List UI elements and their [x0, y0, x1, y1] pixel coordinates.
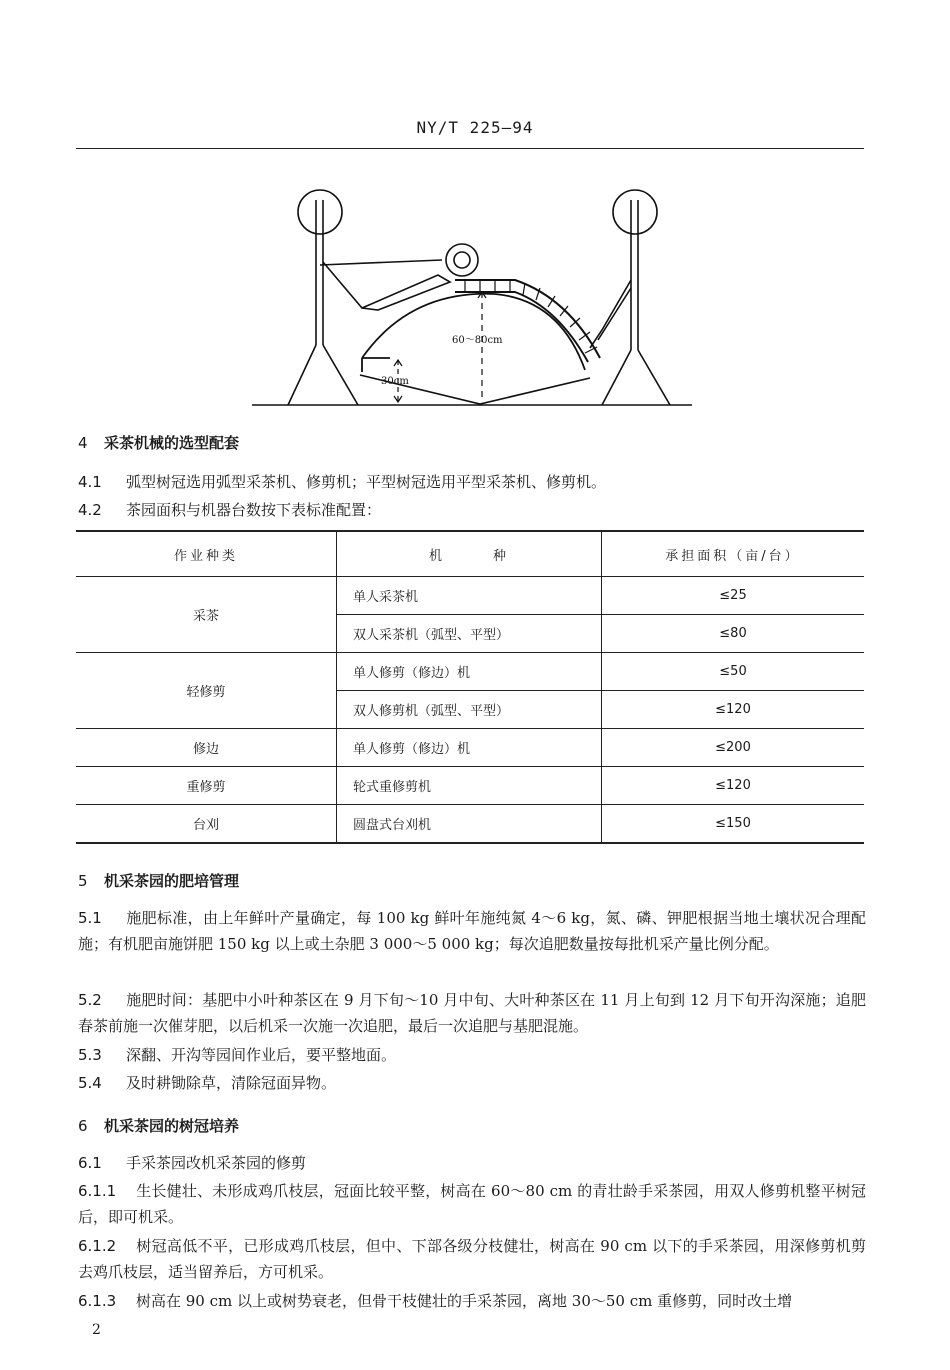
paragraph-4-1-text: 弧型树冠选用弧型采茶机、修剪机；平型树冠选用平型采茶机、修剪机。 — [126, 473, 607, 491]
tea-canopy-arc — [362, 294, 585, 370]
paragraph-5-2 — [78, 987, 866, 1039]
table-row — [76, 577, 864, 615]
section-5-title: 机采茶园的肥培管理 — [104, 872, 240, 890]
section-6-title: 机采茶园的树冠培养 — [104, 1117, 240, 1135]
page-header-code: NY/T 225—94 — [416, 118, 534, 137]
height-range-label: 60～80cm — [452, 335, 503, 346]
column-header-machine: 机 种 — [337, 531, 602, 577]
machine-cell: 圆盘式台刈机 — [337, 805, 602, 844]
paragraph-5-2-text: 施肥时间：基肥中小叶种茶区在 9 月下旬～10 月中旬、大叶种茶区在 11 月上旬到 12 月下旬开沟深施；追肥春茶前施一次催芽肥，以后机采一次施一次追肥，最后一次追肥与基肥混施。 — [78, 991, 866, 1035]
paragraph-6-1-text: 手采茶园改机采茶园的修剪 — [126, 1154, 307, 1172]
work-type-cell: 轻修剪 — [76, 653, 337, 729]
paragraph-4-1-number: 4.1 — [78, 473, 102, 491]
work-type-cell: 采茶 — [76, 577, 337, 653]
paragraph-6-1-3-number: 6.1.3 — [78, 1292, 117, 1310]
paragraph-6-1-1-number: 6.1.1 — [78, 1182, 117, 1200]
page-number: 2 — [92, 1322, 101, 1338]
paragraph-5-3 — [78, 1042, 866, 1068]
area-cell: ≤80 — [602, 615, 865, 653]
area-cell: ≤120 — [602, 767, 865, 805]
table-row — [76, 805, 864, 844]
paragraph-6-1-3 — [78, 1288, 866, 1314]
section-4-title: 采茶机械的选型配套 — [104, 434, 240, 452]
area-cell: ≤25 — [602, 577, 865, 615]
paragraph-5-4 — [78, 1070, 866, 1096]
paragraph-6-1-number: 6.1 — [78, 1154, 102, 1172]
paragraph-5-1 — [78, 905, 866, 957]
work-type-cell: 重修剪 — [76, 767, 337, 805]
paragraph-6-1-1-text: 生长健壮、未形成鸡爪枝层，冠面比较平整，树高在 60～80 cm 的青壮龄手采茶园，用双人修剪机整平树冠后，即可机采。 — [78, 1182, 866, 1226]
paragraph-5-1-number: 5.1 — [78, 909, 102, 927]
column-header-work-type: 作业种类 — [76, 531, 337, 577]
machine-cell: 单人修剪（修边）机 — [337, 729, 602, 767]
paragraph-6-1-2 — [78, 1233, 866, 1285]
work-type-cell: 修边 — [76, 729, 337, 767]
paragraph-6-1-1 — [78, 1178, 866, 1230]
right-operator-head — [613, 190, 657, 234]
table-row — [76, 653, 864, 691]
paragraph-5-4-number: 5.4 — [78, 1074, 102, 1092]
paragraph-4-2-text: 茶园面积与机器台数按下表标准配置： — [126, 501, 382, 519]
machine-cell: 双人修剪机（弧型、平型） — [337, 691, 602, 729]
base-height-label: 30cm — [381, 376, 409, 387]
paragraph-4-2-number: 4.2 — [78, 501, 102, 519]
paragraph-4-1 — [78, 469, 866, 495]
paragraph-6-1 — [78, 1150, 866, 1176]
header-rule — [76, 148, 864, 149]
area-cell: ≤150 — [602, 805, 865, 844]
table-row — [76, 767, 864, 805]
table-row — [76, 729, 864, 767]
section-4-heading — [78, 432, 239, 453]
area-cell: ≤200 — [602, 729, 865, 767]
column-header-area: 承担面积（亩/台） — [602, 531, 865, 577]
work-type-cell: 台刈 — [76, 805, 337, 844]
section-5-heading — [78, 870, 239, 891]
paragraph-6-1-2-text: 树冠高低不平，已形成鸡爪枝层，但中、下部各级分枝健壮，树高在 90 cm 以下的手采茶园，用深修剪机剪去鸡爪枝层，适当留养后，方可机采。 — [78, 1237, 866, 1281]
machine-cell: 单人采茶机 — [337, 577, 602, 615]
paragraph-5-3-text: 深翻、开沟等园间作业后，要平整地面。 — [126, 1046, 397, 1064]
machine-cell: 单人修剪（修边）机 — [337, 653, 602, 691]
paragraph-6-1-2-number: 6.1.2 — [78, 1237, 117, 1255]
machine-cell: 双人采茶机（弧型、平型） — [337, 615, 602, 653]
section-4-number: 4 — [78, 434, 88, 452]
engine-outer — [446, 244, 478, 276]
machine-cell: 轮式重修剪机 — [337, 767, 602, 805]
area-cell: ≤120 — [602, 691, 865, 729]
paragraph-5-4-text: 及时耕锄除草，清除冠面异物。 — [126, 1074, 337, 1092]
paragraph-5-3-number: 5.3 — [78, 1046, 102, 1064]
section-6-number: 6 — [78, 1117, 88, 1135]
paragraph-5-1-text: 施肥标准，由上年鲜叶产量确定，每 100 kg 鲜叶年施纯氮 4～6 kg，氮、磷、钾肥根据当地土壤状况合理配施；有机肥亩施饼肥 150 kg 以上或土杂肥 3 000～5 000 kg；每次追肥数量按每批机采产量比例分配。 — [78, 909, 866, 953]
harvester-diagram-svg — [250, 180, 700, 415]
area-cell: ≤50 — [602, 653, 865, 691]
left-operator-head — [298, 190, 342, 234]
machine-allocation-table — [76, 530, 864, 844]
section-6-heading — [78, 1115, 239, 1136]
paragraph-5-2-number: 5.2 — [78, 991, 102, 1009]
paragraph-4-2 — [78, 497, 866, 523]
engine-inner — [454, 252, 470, 268]
section-5-number: 5 — [78, 872, 88, 890]
table-header-row — [76, 531, 864, 577]
harvester-illustration — [250, 180, 700, 415]
paragraph-6-1-3-text: 树高在 90 cm 以上或树势衰老，但骨干枝健壮的手采茶园，离地 30～50 cm 重修剪，同时改土增 — [136, 1292, 793, 1310]
